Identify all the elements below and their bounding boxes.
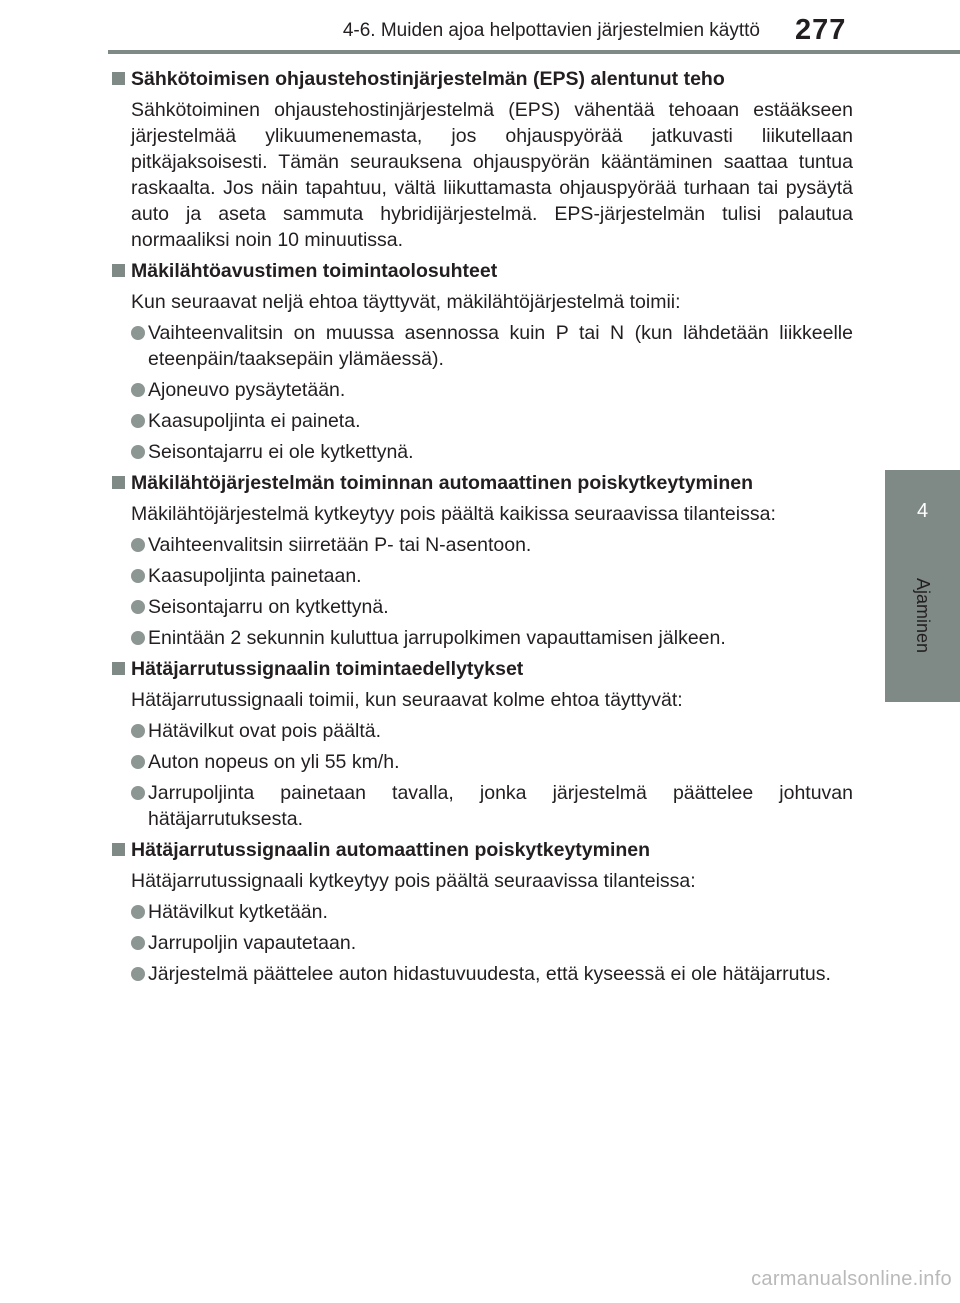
square-bullet-icon: [112, 264, 125, 277]
section-heading-text: Mäkilähtöavustimen toimintaolosuhteet: [131, 260, 498, 282]
list-item-text: Vaihteenvalitsin siirretään P- tai N-asentoon.: [148, 534, 532, 556]
list-item-text: Seisontajarru on kytkettynä.: [148, 596, 389, 618]
circle-bullet-icon: [131, 569, 145, 583]
list-item: [111, 780, 853, 832]
circle-bullet-icon: [131, 905, 145, 919]
section-heading: [111, 66, 853, 92]
list-item: [111, 625, 853, 651]
section: [111, 258, 853, 465]
circle-bullet-icon: [131, 631, 145, 645]
section-heading: [111, 837, 853, 863]
section-paragraph: Sähkötoiminen ohjaustehostinjärjestelmä (EPS) vähentää tehoaan estääkseen järjestelmää ylikuumenemasta, jos ohjauspyörää jatkuvasti liikutellaan pitkäjaksoisesti. Tämän seurauksena ohjauspyörän kääntäminen saattaa tuntua raskaalta. Jos näin tapahtuu, vältä liikuttamasta ohjauspyörää turhaan tai pysäytä auto ja aseta sammuta hybridijärjestelmä. EPS-järjestelmän tulisi palautua normaaliksi noin 10 minuutissa.: [131, 99, 853, 251]
circle-bullet-icon: [131, 326, 145, 340]
header-rule: [108, 50, 960, 54]
section-heading-text: Mäkilähtöjärjestelmän toiminnan automaattinen poiskytkeytyminen: [131, 472, 753, 494]
section-paragraph: Kun seuraavat neljä ehtoa täyttyvät, mäkilähtöjärjestelmä toimii:: [131, 291, 681, 313]
list-item: [111, 899, 853, 925]
list-item: [111, 439, 853, 465]
section-heading: [111, 258, 853, 284]
section-heading-text: Hätäjarrutussignaalin automaattinen poiskytkeytyminen: [131, 839, 651, 861]
section-heading: [111, 656, 853, 682]
list-item-text: Kaasupoljinta painetaan.: [148, 565, 362, 587]
list-item: [111, 408, 853, 434]
list-item-text: Hätävilkut kytketään.: [148, 901, 328, 923]
circle-bullet-icon: [131, 414, 145, 428]
list-item: [111, 718, 853, 744]
header-title: 4-6. Muiden ajoa helpottavien järjestelmien käyttö: [342, 20, 760, 41]
circle-bullet-icon: [131, 383, 145, 397]
square-bullet-icon: [112, 843, 125, 856]
section-heading-text: Sähkötoimisen ohjaustehostinjärjestelmän (EPS) alentunut teho: [131, 68, 725, 90]
list-item-text: Järjestelmä päättelee auton hidastuvuudesta, että kyseessä ei ole hätäjarrutus.: [148, 963, 831, 985]
circle-bullet-icon: [131, 538, 145, 552]
list-item: [111, 930, 853, 956]
list-item-text: Seisontajarru ei ole kytkettynä.: [148, 441, 414, 463]
section: [111, 837, 853, 987]
circle-bullet-icon: [131, 445, 145, 459]
list-item: [111, 749, 853, 775]
page-content: [111, 66, 853, 992]
section-paragraph: Hätäjarrutussignaali toimii, kun seuraavat kolme ehtoa täyttyvät:: [131, 689, 683, 711]
circle-bullet-icon: [131, 786, 145, 800]
section: [111, 470, 853, 651]
square-bullet-icon: [112, 662, 125, 675]
circle-bullet-icon: [131, 967, 145, 981]
page-number: 277: [795, 14, 847, 46]
square-bullet-icon: [112, 72, 125, 85]
section: [111, 656, 853, 832]
chapter-title-vertical: Ajaminen: [913, 578, 933, 654]
circle-bullet-icon: [131, 936, 145, 950]
list-item: [111, 961, 853, 987]
list-item-text: Hätävilkut ovat pois päältä.: [148, 720, 382, 742]
circle-bullet-icon: [131, 600, 145, 614]
chapter-tab-number: 4: [916, 500, 929, 522]
circle-bullet-icon: [131, 724, 145, 738]
list-item-text: Jarrupoljinta painetaan tavalla, jonka järjestelmä päättelee johtuvan hätäjarrutuksesta.: [148, 782, 853, 830]
list-item: [111, 532, 853, 558]
list-item-text: Ajoneuvo pysäytetään.: [148, 379, 346, 401]
list-item-text: Auton nopeus on yli 55 km/h.: [148, 751, 400, 773]
list-item-text: Vaihteenvalitsin on muussa asennossa kuin P tai N (kun lähdetään liikkeelle eteenpäin/taaksepäin ylämäessä).: [148, 322, 853, 370]
section-paragraph: Hätäjarrutussignaali kytkeytyy pois päältä seuraavissa tilanteissa:: [131, 870, 696, 892]
list-item: [111, 594, 853, 620]
list-item: [111, 563, 853, 589]
section-paragraph: Mäkilähtöjärjestelmä kytkeytyy pois päältä kaikissa seuraavissa tilanteissa:: [131, 503, 776, 525]
list-item-text: Jarrupoljin vapautetaan.: [148, 932, 357, 954]
list-item: [111, 377, 853, 403]
section-heading-text: Hätäjarrutussignaalin toimintaedellytykset: [131, 658, 524, 680]
circle-bullet-icon: [131, 755, 145, 769]
watermark: carmanualsonline.info: [751, 1268, 952, 1290]
section: [111, 66, 853, 253]
list-item-text: Enintään 2 sekunnin kuluttua jarrupolkimen vapauttamisen jälkeen.: [148, 627, 726, 649]
list-item: [111, 320, 853, 372]
list-item-text: Kaasupoljinta ei paineta.: [148, 410, 361, 432]
section-heading: [111, 470, 853, 496]
square-bullet-icon: [112, 476, 125, 489]
